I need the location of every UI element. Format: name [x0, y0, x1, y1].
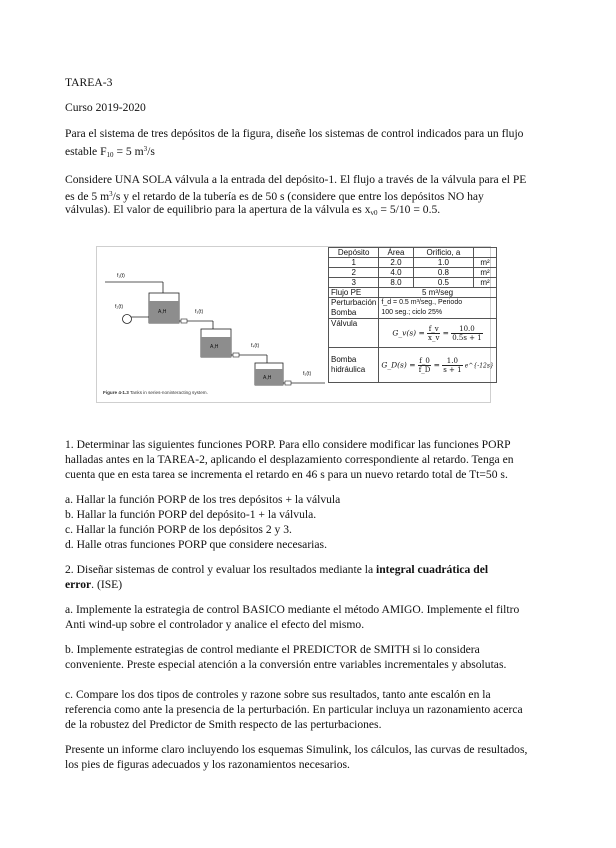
- th-orificio: Orificio, a: [413, 248, 474, 258]
- table-row-flujo: [329, 288, 497, 298]
- tanks-diagram: [97, 247, 329, 402]
- figure-caption-text: Tanks in series-noninteracting system.: [130, 390, 208, 395]
- q1-line-3: cuenta que en esta tarea se incrementa el retardo en 46 s para un nuevo retardo total de Tt=50 s.: [65, 468, 508, 481]
- q2-text: 2. Diseñar sistemas de control y evaluar los resultados mediante la: [65, 563, 377, 576]
- intro-text-3: /s: [147, 145, 155, 158]
- cell-area: 8.0: [379, 278, 413, 288]
- tanks-figure: [96, 246, 494, 403]
- bomba-frac-2-num: 1.0: [442, 357, 462, 366]
- pert-value-2: 100 seg.; ciclo 25%: [381, 309, 443, 316]
- pert-label-1: Perturbación: [331, 298, 377, 307]
- q1-item-c: c. Hallar la función PORP de los depósitos 2 y 3.: [65, 523, 292, 536]
- bomba-frac-2: [442, 357, 462, 374]
- cell-area: 4.0: [379, 268, 413, 278]
- bomba-eq: =: [433, 360, 440, 370]
- tank-3-label: A,H: [263, 375, 272, 381]
- intro-sup: 3: [143, 145, 148, 153]
- bomba-frac-1-den: f_D: [418, 365, 431, 374]
- tank-1-label: A,H: [158, 309, 167, 315]
- intro-line-1: Para el sistema de tres depósitos de la figura, diseñe los sistemas de control indicados para un flujo: [65, 127, 524, 140]
- cell-bomba-formula: [379, 348, 496, 383]
- table-row: [329, 278, 497, 288]
- flow-label-f3: f₃(t): [195, 309, 204, 315]
- valvula-frac-2: [451, 325, 483, 342]
- intro-sub: 10: [106, 151, 114, 159]
- pert-label-2: Bomba: [331, 308, 357, 317]
- bomba-frac-1: [418, 357, 432, 374]
- cell-bomba-label: [329, 348, 379, 383]
- valvula-frac-1-num: f_v: [428, 324, 439, 333]
- cell-dep: 1: [329, 258, 379, 268]
- valvula-eq: =: [442, 328, 449, 338]
- bomba-label-1: Bomba: [331, 355, 357, 364]
- course-label: Curso 2019-2020: [65, 101, 146, 114]
- q2-b-line-1: b. Implemente estrategias de control mediante el PREDICTOR de SMITH si lo considera: [65, 643, 480, 656]
- doc-title: TAREA-3: [65, 76, 113, 89]
- cell-ori: 1.0: [413, 258, 474, 268]
- valve-1-icon: [181, 319, 187, 323]
- consider-line-3: [65, 202, 553, 221]
- parameters-table-wrap: [328, 247, 494, 402]
- cell-valvula-label: Válvula: [329, 319, 379, 348]
- intro-text: estable F: [65, 145, 107, 158]
- valvula-frac-2-num: 10.0: [451, 325, 483, 334]
- valvula-lhs: G_v(s) =: [392, 328, 425, 338]
- figure-caption-bold: Figure 4-1.3: [103, 390, 129, 395]
- closing-line-2: los pies de figuras adecuados y los razonamientos necesarios.: [65, 758, 350, 771]
- valve-3-icon: [285, 381, 291, 385]
- valvula-frac-2-den: 0.5s + 1: [452, 333, 482, 342]
- q2-bold-2: error: [65, 578, 92, 591]
- intro-line-2: [65, 142, 553, 163]
- flow-label-f1: f₁(t): [117, 273, 125, 279]
- cell-dep: 3: [329, 278, 379, 288]
- bomba-lhs: G_D(s) =: [381, 360, 416, 370]
- tank-2-label: A,H: [210, 344, 219, 350]
- table-row-pert: [329, 298, 497, 319]
- pert-value-1: f_d = 0.5 m³/seg., Periodo: [381, 299, 463, 306]
- q2-a-line-1: a. Implemente la estrategia de control BASICO mediante el método AMIGO. Implemente el filtro: [65, 603, 520, 616]
- q2-bold: integral cuadrática del: [376, 563, 489, 576]
- q1-line-1: 1. Determinar las siguientes funciones PORP. Para ello considere modificar las funciones PORP: [65, 438, 511, 451]
- consider-sub: v0: [370, 209, 378, 217]
- table-header-row: [329, 248, 497, 258]
- flow-label-f5: f₅(t): [303, 371, 312, 377]
- bomba-label-2: hidráulica: [331, 365, 366, 374]
- cell-unit: m²: [474, 278, 496, 288]
- cell-unit: m²: [474, 268, 496, 278]
- q2-a-line-2: Anti wind-up sobre el controlador y analice el efecto del mismo.: [65, 618, 365, 631]
- cell-ori: 0.5: [413, 278, 474, 288]
- consider-sup: 3: [109, 190, 113, 198]
- pump-icon: [123, 315, 132, 324]
- cell-ori: 0.8: [413, 268, 474, 278]
- q2-c-line-1: c. Compare los dos tipos de controles y razone sobre sus resultados, tanto ante escalón en la: [65, 688, 491, 701]
- cell-pert-label: [329, 298, 379, 319]
- q2-c-line-3: de la robustez del Predictor de Smith respecto de las perturbaciones.: [65, 718, 382, 731]
- flow-label-f2: f₂(t): [115, 304, 124, 310]
- q1-line-2: halladas antes en la TAREA-2, aplicando el desplazamiento correspondiente al retardo. Tenga en: [65, 453, 514, 466]
- table-row: [329, 268, 497, 278]
- cell-pert-value: [379, 298, 496, 319]
- valvula-frac-1-den: x_v: [428, 333, 440, 342]
- q2-line-1: [65, 562, 553, 577]
- q2-b-line-2: conveniente. Preste especial atención a la conversión entre variables incrementales y absolutas.: [65, 658, 507, 671]
- closing-line-1: Presente un informe claro incluyendo los esquemas Simulink, los cálculos, las curvas de resultados,: [65, 743, 528, 756]
- consider-text: es de 5 m: [65, 190, 110, 203]
- cell-valvula-formula: [379, 319, 496, 348]
- cell-unit: m²: [474, 258, 496, 268]
- th-deposito: Depósito: [329, 248, 379, 258]
- figure-caption: [103, 390, 208, 395]
- q1-item-d: d. Halle otras funciones PORP que considere necesarias.: [65, 538, 327, 551]
- parameters-table: [328, 247, 497, 383]
- table-row-valvula: [329, 319, 497, 348]
- cell-dep: 2: [329, 268, 379, 278]
- table-row: [329, 258, 497, 268]
- consider-text-4: = 5/10 = 0.5.: [377, 203, 441, 216]
- consider-text-3: válvulas). El valor de equilibrio para la apertura de la válvula es x: [65, 203, 371, 216]
- cell-flujo-value: 5 m³/seg: [379, 288, 496, 298]
- q2-line-2: [65, 577, 553, 592]
- bomba-frac-1-num: f_0: [419, 356, 430, 365]
- table-row-bomba: [329, 348, 497, 383]
- consider-text-2: /s y el retardo de la tubería es de 50 s (considere que entre los depósitos NO hay: [112, 190, 484, 203]
- bomba-frac-2-den: s + 1: [443, 365, 462, 374]
- consider-line-1: Considere UNA SOLA válvula a la entrada del depósito-1. El flujo a través de la válvula para el PE: [65, 173, 527, 186]
- valve-2-icon: [233, 353, 239, 357]
- th-unit: [474, 248, 496, 258]
- valvula-frac-1: [427, 325, 440, 342]
- cell-area: 2.0: [379, 258, 413, 268]
- q1-item-a: a. Hallar la función PORP de los tres depósitos + la válvula: [65, 493, 341, 506]
- intro-text-2: = 5 m: [113, 145, 144, 158]
- q1-item-b: b. Hallar la función PORP del depósito-1 + la válvula.: [65, 508, 317, 521]
- q2-c-line-2: referencia como ante la presencia de la perturbación. En particular incluya un razonamiento acerca: [65, 703, 523, 716]
- th-area: Área: [379, 248, 413, 258]
- flow-label-f4: f₄(t): [251, 343, 260, 349]
- bomba-exp: e^{-12s}: [464, 362, 494, 370]
- cell-flujo-label: Flujo PE: [329, 288, 379, 298]
- q2-text-2: . (ISE): [91, 578, 123, 591]
- tanks-schematic: [97, 247, 329, 387]
